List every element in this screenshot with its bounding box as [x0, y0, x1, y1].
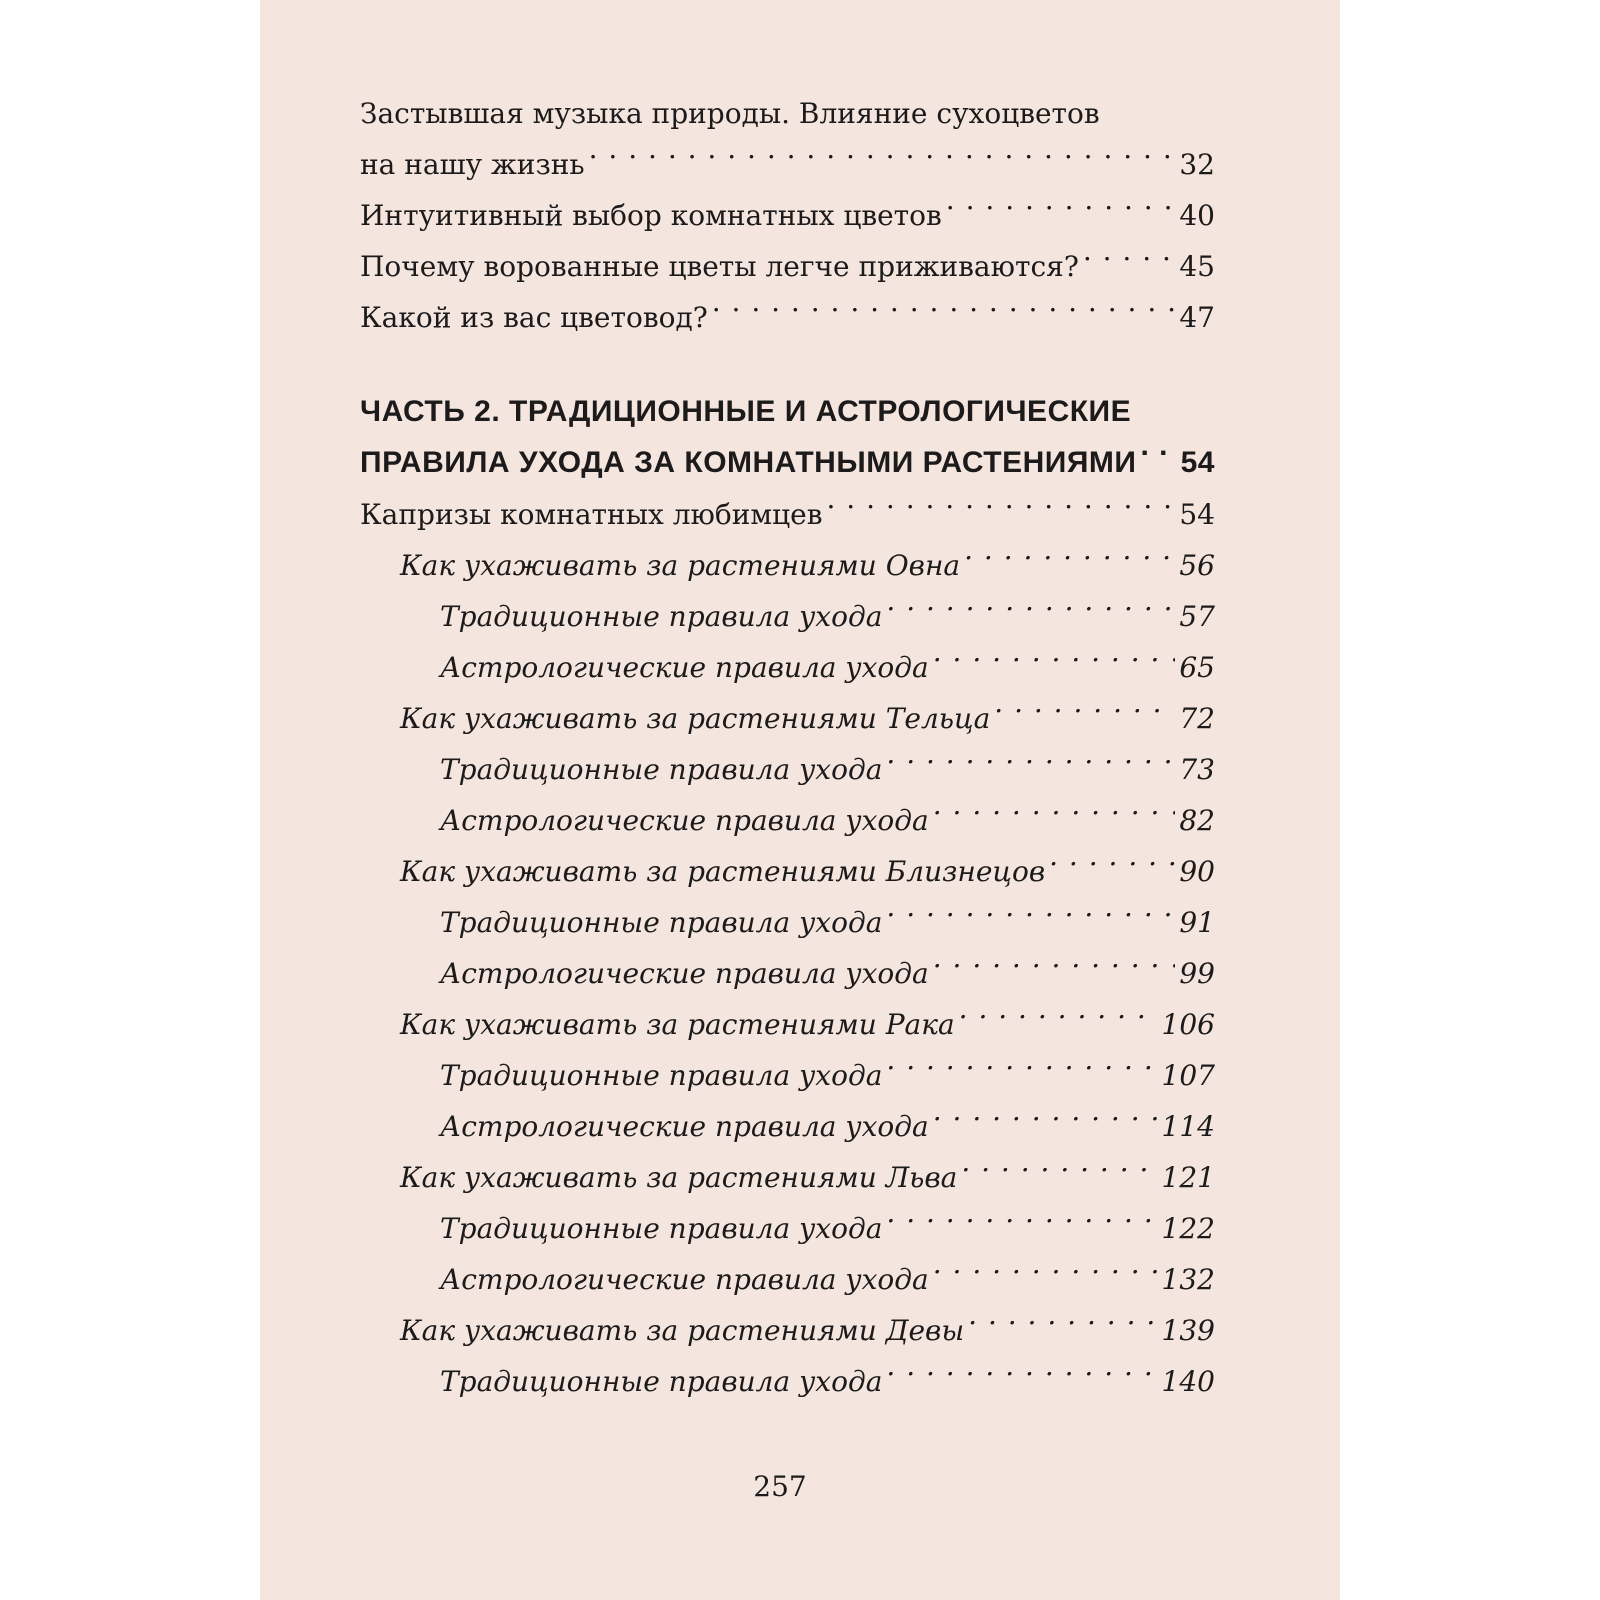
- toc-subsubentry: [360, 795, 1215, 846]
- leader-dots: [886, 1363, 1157, 1391]
- toc-entry-title: Как ухаживать за растениями Девы: [400, 1314, 965, 1347]
- toc-entry-page: 32: [1179, 148, 1215, 181]
- leader-dots: [886, 751, 1175, 779]
- leader-dots: [933, 649, 1176, 677]
- toc-entry: [360, 489, 1215, 540]
- toc-entry-title: Астрологические правила ухода: [440, 957, 929, 990]
- toc-entry-title: Астрологические правила ухода: [440, 804, 929, 837]
- part-heading-line2: [360, 437, 1215, 489]
- leader-dots: [994, 700, 1175, 728]
- toc-entry-page: 65: [1179, 651, 1215, 684]
- toc-subsubentry: [360, 1101, 1215, 1152]
- table-of-contents: [360, 88, 1215, 1407]
- toc-subentry: [360, 999, 1215, 1050]
- toc-entry-title: Традиционные правила ухода: [440, 1365, 883, 1398]
- toc-subsubentry: [360, 744, 1215, 795]
- toc-entry-page: 73: [1179, 753, 1215, 786]
- toc-entry-title: Застывшая музыка природы. Влияние сухоцветов: [360, 97, 1100, 130]
- leader-dots: [886, 1210, 1157, 1238]
- toc-entry-title: Традиционные правила ухода: [440, 1059, 883, 1092]
- toc-entry-title: Как ухаживать за растениями Близнецов: [400, 855, 1046, 888]
- toc-entry-title: Как ухаживать за растениями Овна: [400, 549, 961, 582]
- book-page: [260, 0, 1340, 1600]
- leader-dots: [933, 1108, 1158, 1136]
- toc-entry-title: Астрологические правила ухода: [440, 1110, 929, 1143]
- toc-subsubentry: [360, 591, 1215, 642]
- leader-dots: [1083, 248, 1176, 276]
- toc-entry-title: Как ухаживать за растениями Рака: [400, 1008, 955, 1041]
- toc-entry-title: на нашу жизнь: [360, 148, 585, 181]
- page-number: 257: [753, 1470, 807, 1503]
- toc-entry-page: 56: [1179, 549, 1215, 582]
- toc-subsubentry: [360, 642, 1215, 693]
- toc-subsubentry: [360, 1254, 1215, 1305]
- toc-entry-title: Какой из вас цветовод?: [360, 301, 708, 334]
- toc-subsubentry: [360, 897, 1215, 948]
- leader-dots: [933, 802, 1176, 830]
- toc-entry: [360, 292, 1215, 343]
- part-heading-line1: ЧАСТЬ 2. ТРАДИЦИОННЫЕ И АСТРОЛОГИЧЕСКИЕ: [360, 395, 1132, 428]
- toc-entry-page: 106: [1161, 1008, 1215, 1041]
- toc-entry-page: 140: [1161, 1365, 1215, 1398]
- toc-entry-page: 72: [1179, 702, 1215, 735]
- leader-dots: [589, 146, 1176, 174]
- toc-entry-page: 107: [1161, 1059, 1215, 1092]
- toc-entry-title: Как ухаживать за растениями Тельца: [400, 702, 991, 735]
- leader-dots: [886, 598, 1175, 626]
- leader-dots: [1049, 853, 1175, 881]
- leader-dots: [1141, 442, 1177, 472]
- toc-subentry: [360, 1305, 1215, 1356]
- toc-entry-page: 121: [1161, 1161, 1215, 1194]
- toc-entry-title: Традиционные правила ухода: [440, 1212, 883, 1245]
- section-gap: [360, 343, 1215, 387]
- toc-entry-page: 114: [1161, 1110, 1215, 1143]
- toc-entry-title: Астрологические правила ухода: [440, 651, 929, 684]
- toc-subsubentry: [360, 948, 1215, 999]
- leader-dots: [827, 496, 1176, 524]
- leader-dots: [712, 299, 1176, 327]
- leader-dots: [946, 197, 1176, 225]
- toc-entry-title: Астрологические правила ухода: [440, 1263, 929, 1296]
- toc-subentry: [360, 693, 1215, 744]
- toc-entry-page: 122: [1161, 1212, 1215, 1245]
- leader-dots: [959, 1006, 1158, 1034]
- toc-subentry: [360, 1152, 1215, 1203]
- toc-entry: [360, 190, 1215, 241]
- toc-subsubentry: [360, 1356, 1215, 1407]
- leader-dots: [886, 904, 1175, 932]
- part-heading-page: 54: [1180, 446, 1215, 479]
- toc-subsubentry: [360, 1050, 1215, 1101]
- leader-dots: [961, 1159, 1157, 1187]
- toc-subentry: [360, 540, 1215, 591]
- part-heading: [360, 387, 1215, 489]
- toc-entry-title: Как ухаживать за растениями Льва: [400, 1161, 958, 1194]
- toc-entry-title: Традиционные правила ухода: [440, 600, 883, 633]
- leader-dots: [886, 1057, 1157, 1085]
- leader-dots: [933, 955, 1176, 983]
- toc-entry-title: Традиционные правила ухода: [440, 906, 883, 939]
- toc-subentry: [360, 846, 1215, 897]
- leader-dots: [968, 1312, 1157, 1340]
- toc-subsubentry: [360, 1203, 1215, 1254]
- toc-entry-page: 57: [1179, 600, 1215, 633]
- toc-entry-page: 132: [1161, 1263, 1215, 1296]
- leader-dots: [933, 1261, 1158, 1289]
- toc-entry-page: 99: [1179, 957, 1215, 990]
- toc-entry: [360, 241, 1215, 292]
- toc-entry-page: 90: [1179, 855, 1215, 888]
- toc-entry-page: 40: [1179, 199, 1215, 232]
- toc-entry-page: 47: [1179, 301, 1215, 334]
- leader-dots: [964, 547, 1175, 575]
- toc-entry-title: Почему ворованные цветы легче приживаются?: [360, 250, 1079, 283]
- toc-entry-title-line: [360, 88, 1215, 139]
- toc-entry-page: 91: [1179, 906, 1215, 939]
- toc-entry-page: 54: [1179, 498, 1215, 531]
- toc-entry-title: Интуитивный выбор комнатных цветов: [360, 199, 942, 232]
- toc-entry-title: Капризы комнатных любимцев: [360, 498, 823, 531]
- toc-entry: [360, 139, 1215, 190]
- toc-entry-title: Традиционные правила ухода: [440, 753, 883, 786]
- toc-entry-page: 82: [1179, 804, 1215, 837]
- part-heading-title: ПРАВИЛА УХОДА ЗА КОМНАТНЫМИ РАСТЕНИЯМИ: [360, 446, 1137, 479]
- toc-entry-page: 139: [1161, 1314, 1215, 1347]
- toc-entry-page: 45: [1179, 250, 1215, 283]
